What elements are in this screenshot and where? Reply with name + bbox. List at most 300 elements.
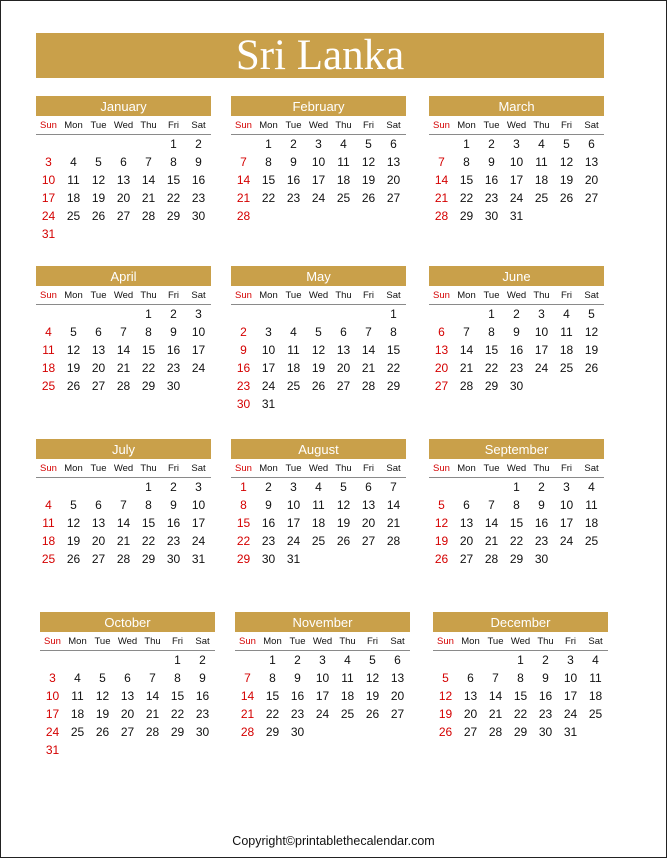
month-name: October	[40, 612, 215, 632]
day-cell: 8	[170, 155, 177, 169]
day-cell: 3	[567, 653, 574, 667]
day-cell: 10	[315, 671, 330, 685]
week-row	[231, 171, 406, 189]
day-cell: 27	[434, 379, 449, 393]
weekday-label: Fri	[362, 463, 375, 474]
week-row	[429, 135, 604, 153]
day-cell: 30	[484, 209, 499, 223]
month-january	[36, 96, 211, 243]
day-cell: 25	[66, 209, 81, 223]
weekday-label: Tue	[289, 636, 306, 647]
week-row	[231, 532, 406, 550]
day-cell: 19	[365, 689, 380, 703]
day-cell: 28	[434, 209, 449, 223]
weekday-label: Tue	[483, 463, 500, 474]
day-cell: 21	[145, 707, 160, 721]
month-october	[40, 612, 215, 759]
day-cell: 4	[344, 653, 351, 667]
day-cell: 17	[191, 343, 206, 357]
day-cell: 9	[195, 155, 202, 169]
day-cell: 23	[166, 361, 181, 375]
day-cell: 11	[560, 325, 573, 339]
day-cell: 22	[166, 191, 181, 205]
day-cell: 9	[170, 325, 177, 339]
day-cell: 3	[265, 325, 272, 339]
day-cell: 29	[386, 379, 401, 393]
day-cell: 20	[116, 191, 131, 205]
weekday-label: Thu	[335, 120, 352, 131]
day-cell: 15	[170, 689, 185, 703]
day-cell: 4	[70, 155, 77, 169]
weekday-label: Wed	[113, 120, 134, 131]
day-cell: 26	[438, 725, 453, 739]
day-cell: 16	[290, 689, 305, 703]
day-cell: 10	[41, 173, 56, 187]
day-cell: 29	[166, 209, 181, 223]
weekday-label: Fri	[560, 120, 573, 131]
day-cell: 11	[312, 498, 325, 512]
day-cell: 19	[559, 173, 574, 187]
day-cell: 11	[535, 155, 548, 169]
day-cell: 6	[365, 480, 372, 494]
weekday-label: Thu	[140, 463, 157, 474]
week-row	[231, 341, 406, 359]
day-cell: 8	[145, 325, 152, 339]
week-row	[231, 153, 406, 171]
day-cell: 13	[120, 689, 135, 703]
day-cell: 22	[170, 707, 185, 721]
week-row	[231, 496, 406, 514]
day-cell: 13	[434, 343, 449, 357]
day-cell: 11	[337, 155, 350, 169]
day-cell: 21	[434, 191, 449, 205]
day-cell: 24	[41, 209, 56, 223]
day-cell: 21	[459, 361, 474, 375]
day-cell: 17	[563, 689, 578, 703]
week-row	[231, 305, 406, 323]
weekday-label: Thu	[533, 120, 550, 131]
day-cell: 14	[240, 689, 255, 703]
week-row	[433, 669, 608, 687]
day-cell: 8	[145, 498, 152, 512]
day-cell: 19	[91, 191, 106, 205]
day-cell: 30	[509, 379, 524, 393]
day-cell: 25	[534, 191, 549, 205]
day-cell: 22	[484, 361, 499, 375]
day-cell: 12	[95, 689, 110, 703]
week-row	[429, 359, 604, 377]
day-cell: 17	[41, 191, 56, 205]
weekday-label: Sun	[433, 290, 450, 301]
weekday-label: Mon	[68, 636, 87, 647]
day-cell: 27	[336, 379, 351, 393]
weekday-label: Fri	[362, 290, 375, 301]
day-cell: 12	[434, 516, 449, 530]
day-cell: 3	[290, 480, 297, 494]
day-cell: 9	[488, 155, 495, 169]
day-cell: 21	[361, 361, 376, 375]
day-cell: 27	[116, 209, 131, 223]
month-name: April	[36, 266, 211, 286]
day-cell: 17	[509, 173, 524, 187]
day-cell: 6	[588, 137, 595, 151]
day-cell: 12	[336, 498, 351, 512]
weekday-label: Sat	[584, 120, 599, 131]
weekday-label: Sat	[195, 636, 210, 647]
day-cell: 28	[240, 725, 255, 739]
weekday-label: Sun	[40, 120, 57, 131]
day-cell: 18	[66, 191, 81, 205]
day-cell: 3	[49, 671, 56, 685]
day-cell: 19	[361, 173, 376, 187]
day-cell: 16	[195, 689, 210, 703]
weekday-label: Tue	[90, 290, 107, 301]
weekday-label: Mon	[457, 463, 476, 474]
day-cell: 7	[365, 325, 372, 339]
weekday-label: Thu	[144, 636, 161, 647]
day-cell: 8	[269, 671, 276, 685]
weekday-label: Wed	[506, 290, 527, 301]
day-cell: 28	[145, 725, 160, 739]
month-november	[235, 612, 410, 741]
day-cell: 28	[488, 725, 503, 739]
day-cell: 25	[336, 191, 351, 205]
day-cell: 2	[294, 653, 301, 667]
weekday-label: Mon	[259, 290, 278, 301]
day-cell: 17	[286, 516, 301, 530]
day-cell: 12	[438, 689, 453, 703]
day-cell: 23	[195, 707, 210, 721]
day-cell: 10	[286, 498, 301, 512]
day-cell: 30	[236, 397, 251, 411]
week-row	[429, 514, 604, 532]
day-cell: 7	[463, 325, 470, 339]
week-row	[36, 514, 211, 532]
day-cell: 26	[584, 361, 599, 375]
month-name: June	[429, 266, 604, 286]
day-cell: 25	[286, 379, 301, 393]
day-cell: 22	[236, 534, 251, 548]
weekday-label: Mon	[461, 636, 480, 647]
day-cell: 4	[588, 480, 595, 494]
day-cell: 14	[434, 173, 449, 187]
week-row	[36, 207, 211, 225]
day-cell: 13	[459, 516, 474, 530]
day-cell: 16	[166, 343, 181, 357]
day-cell: 10	[534, 325, 549, 339]
day-cell: 31	[509, 209, 524, 223]
weekday-label: Wed	[506, 120, 527, 131]
weekday-label: Wed	[117, 636, 138, 647]
week-row	[231, 359, 406, 377]
day-cell: 24	[534, 361, 549, 375]
day-cell: 16	[484, 173, 499, 187]
weekday-header-row	[36, 287, 211, 305]
day-cell: 28	[386, 534, 401, 548]
day-cell: 25	[41, 379, 56, 393]
day-cell: 30	[290, 725, 305, 739]
day-cell: 28	[116, 379, 131, 393]
weekday-label: Sat	[191, 290, 206, 301]
day-cell: 7	[492, 671, 499, 685]
day-cell: 18	[41, 534, 56, 548]
weekday-label: Sun	[40, 290, 57, 301]
week-row	[429, 532, 604, 550]
month-name: December	[433, 612, 608, 632]
day-cell: 17	[559, 516, 574, 530]
day-cell: 5	[438, 498, 445, 512]
day-cell: 15	[459, 173, 474, 187]
day-cell: 29	[513, 725, 528, 739]
day-cell: 24	[311, 191, 326, 205]
day-cell: 16	[166, 516, 181, 530]
day-cell: 13	[463, 689, 478, 703]
week-row	[231, 135, 406, 153]
day-cell: 11	[71, 689, 84, 703]
day-cell: 10	[191, 498, 206, 512]
day-cell: 26	[434, 552, 449, 566]
weekday-label: Fri	[564, 636, 577, 647]
month-name: July	[36, 439, 211, 459]
day-cell: 1	[390, 307, 397, 321]
day-cell: 6	[463, 498, 470, 512]
day-cell: 23	[236, 379, 251, 393]
day-cell: 22	[261, 191, 276, 205]
day-cell: 1	[488, 307, 495, 321]
day-cell: 24	[286, 534, 301, 548]
day-cell: 21	[240, 707, 255, 721]
week-row	[36, 323, 211, 341]
weekday-label: Wed	[506, 463, 527, 474]
week-row	[36, 359, 211, 377]
month-april	[36, 266, 211, 395]
day-cell: 21	[116, 361, 131, 375]
day-cell: 10	[563, 671, 578, 685]
day-cell: 1	[145, 307, 152, 321]
day-cell: 19	[336, 516, 351, 530]
weekday-label: Mon	[64, 120, 83, 131]
weekday-label: Mon	[64, 463, 83, 474]
day-cell: 4	[45, 498, 52, 512]
day-cell: 25	[340, 707, 355, 721]
day-cell: 31	[563, 725, 578, 739]
weekday-label: Sat	[386, 463, 401, 474]
day-cell: 27	[584, 191, 599, 205]
day-cell: 16	[191, 173, 206, 187]
week-row	[40, 669, 215, 687]
day-cell: 14	[116, 343, 131, 357]
day-cell: 4	[290, 325, 297, 339]
day-cell: 13	[584, 155, 599, 169]
weekday-label: Sat	[191, 463, 206, 474]
day-cell: 20	[91, 534, 106, 548]
day-cell: 21	[116, 534, 131, 548]
day-cell: 5	[95, 155, 102, 169]
week-row	[235, 651, 410, 669]
day-cell: 20	[120, 707, 135, 721]
day-cell: 13	[361, 498, 376, 512]
day-cell: 11	[42, 516, 55, 530]
day-cell: 7	[240, 155, 247, 169]
day-cell: 27	[459, 552, 474, 566]
day-cell: 31	[191, 552, 206, 566]
day-cell: 12	[66, 343, 81, 357]
day-cell: 25	[584, 534, 599, 548]
week-row	[36, 135, 211, 153]
week-row	[235, 705, 410, 723]
week-row	[231, 514, 406, 532]
weekday-header-row	[235, 633, 410, 651]
weekday-label: Tue	[94, 636, 111, 647]
day-cell: 18	[286, 361, 301, 375]
day-cell: 3	[315, 137, 322, 151]
day-cell: 20	[584, 173, 599, 187]
week-row	[235, 723, 410, 741]
day-cell: 12	[584, 325, 599, 339]
day-cell: 6	[340, 325, 347, 339]
weekday-label: Tue	[483, 120, 500, 131]
day-cell: 27	[120, 725, 135, 739]
day-cell: 24	[191, 534, 206, 548]
day-cell: 19	[438, 707, 453, 721]
day-cell: 3	[563, 480, 570, 494]
day-cell: 6	[95, 498, 102, 512]
day-cell: 26	[91, 209, 106, 223]
week-row	[40, 687, 215, 705]
week-row	[36, 532, 211, 550]
weekday-label: Tue	[285, 120, 302, 131]
day-cell: 8	[513, 498, 520, 512]
day-cell: 23	[534, 534, 549, 548]
day-cell: 13	[336, 343, 351, 357]
day-cell: 27	[386, 191, 401, 205]
day-cell: 22	[509, 534, 524, 548]
weekday-label: Mon	[457, 290, 476, 301]
day-cell: 26	[66, 379, 81, 393]
day-cell: 29	[141, 379, 156, 393]
day-cell: 27	[390, 707, 405, 721]
week-row	[429, 550, 604, 568]
weekday-label: Sat	[191, 120, 206, 131]
day-cell: 30	[195, 725, 210, 739]
day-cell: 1	[240, 480, 247, 494]
day-cell: 11	[42, 343, 55, 357]
day-cell: 29	[509, 552, 524, 566]
day-cell: 21	[141, 191, 156, 205]
day-cell: 26	[311, 379, 326, 393]
weekday-header-row	[36, 117, 211, 135]
day-cell: 8	[265, 155, 272, 169]
week-row	[36, 377, 211, 395]
day-cell: 10	[191, 325, 206, 339]
day-cell: 12	[365, 671, 380, 685]
weekday-label: Wed	[510, 636, 531, 647]
weekday-label: Mon	[64, 290, 83, 301]
day-cell: 23	[290, 707, 305, 721]
day-cell: 18	[70, 707, 85, 721]
weekday-label: Thu	[533, 463, 550, 474]
day-cell: 5	[588, 307, 595, 321]
day-cell: 28	[361, 379, 376, 393]
day-cell: 12	[559, 155, 574, 169]
day-cell: 7	[149, 671, 156, 685]
month-july	[36, 439, 211, 568]
day-cell: 15	[265, 689, 280, 703]
day-cell: 14	[141, 173, 156, 187]
day-cell: 23	[166, 534, 181, 548]
day-cell: 24	[191, 361, 206, 375]
week-row	[231, 207, 406, 225]
day-cell: 9	[290, 155, 297, 169]
weekday-header-row	[36, 460, 211, 478]
day-cell: 3	[195, 480, 202, 494]
day-cell: 26	[336, 534, 351, 548]
weekday-label: Sat	[584, 290, 599, 301]
day-cell: 30	[534, 552, 549, 566]
weekday-label: Tue	[487, 636, 504, 647]
weekday-header-row	[40, 633, 215, 651]
weekday-label: Sat	[386, 120, 401, 131]
day-cell: 27	[463, 725, 478, 739]
day-cell: 22	[141, 361, 156, 375]
day-cell: 7	[438, 155, 445, 169]
day-cell: 22	[265, 707, 280, 721]
day-cell: 1	[513, 480, 520, 494]
day-cell: 1	[174, 653, 181, 667]
day-cell: 11	[585, 498, 598, 512]
day-cell: 8	[517, 671, 524, 685]
day-cell: 17	[261, 361, 276, 375]
day-cell: 19	[434, 534, 449, 548]
day-cell: 28	[459, 379, 474, 393]
day-cell: 26	[95, 725, 110, 739]
day-cell: 2	[170, 480, 177, 494]
day-cell: 7	[120, 498, 127, 512]
day-cell: 17	[315, 689, 330, 703]
day-cell: 15	[513, 689, 528, 703]
day-cell: 25	[70, 725, 85, 739]
day-cell: 2	[199, 653, 206, 667]
day-cell: 10	[559, 498, 574, 512]
day-cell: 31	[261, 397, 276, 411]
day-cell: 20	[386, 173, 401, 187]
day-cell: 25	[311, 534, 326, 548]
day-cell: 15	[166, 173, 181, 187]
day-cell: 30	[191, 209, 206, 223]
day-cell: 11	[341, 671, 354, 685]
day-cell: 9	[170, 498, 177, 512]
week-row	[433, 705, 608, 723]
day-cell: 31	[286, 552, 301, 566]
day-cell: 16	[509, 343, 524, 357]
weekday-header-row	[231, 117, 406, 135]
day-cell: 7	[120, 325, 127, 339]
day-cell: 7	[390, 480, 397, 494]
day-cell: 9	[542, 671, 549, 685]
weekday-label: Fri	[167, 463, 180, 474]
weekday-label: Sun	[235, 120, 252, 131]
day-cell: 24	[563, 707, 578, 721]
day-cell: 2	[538, 480, 545, 494]
month-august	[231, 439, 406, 568]
weekday-label: Mon	[259, 463, 278, 474]
week-row	[231, 377, 406, 395]
month-name: January	[36, 96, 211, 116]
day-cell: 15	[141, 516, 156, 530]
day-cell: 9	[294, 671, 301, 685]
day-cell: 9	[538, 498, 545, 512]
day-cell: 6	[467, 671, 474, 685]
